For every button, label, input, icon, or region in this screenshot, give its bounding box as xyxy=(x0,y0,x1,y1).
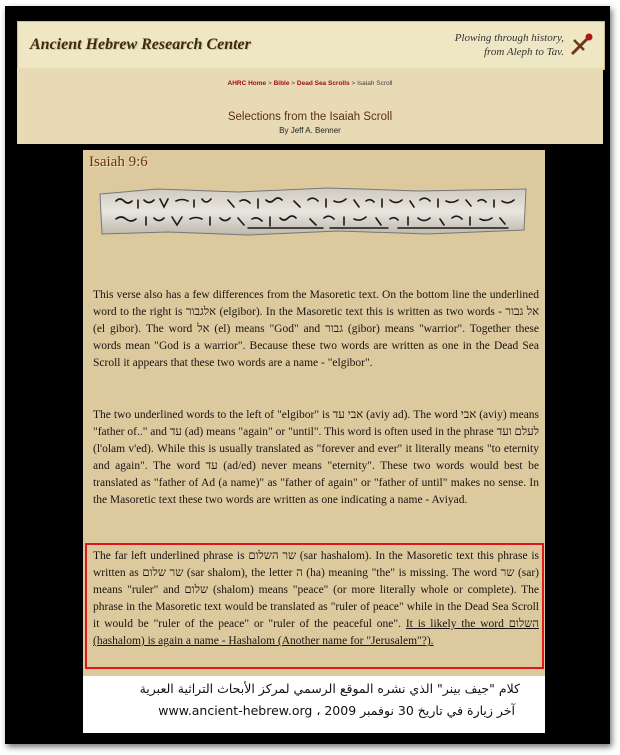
paragraph-elgibor: This verse also has a few differences from the Masoretic text. On the bottom line the underlined word to the right is אלגבור (elgibor). In the Masoretic text this is written as two words - אל גבור (el gibor). The word אל (el) means "God" and גבור (gibor) means "warrior". Together these words mean "God is a warrior". Because these two words are written as one in the Dead Sea Scroll it appears that these two words are a name - "elgibor". xyxy=(93,289,539,369)
breadcrumb-separator: > xyxy=(291,80,297,87)
site-header xyxy=(17,21,605,70)
caption-line-1: كلام "جيف بينر" الذي نشره الموقع الرسمي لمركز الأبحاث التراثية العبرية xyxy=(139,681,520,696)
paragraph-aviy-ad: The two underlined words to the left of "elgibor" is אבי עד (aviy ad). The word אבי (aviy) means "father of.." and עד (ad) means "again" or "until". This word is often used in the phrase לעלם ועד (l'olam v'ed). While this is usually translated as "forever and ever" it literally means "to eternity and again". The word עד (ad/ed) never means "eternity". These two words would best be translated as "father of Ad (a name)" as "father of again" or "father of until" makes no sense. In the Masoretic text these two words are written as one indicating a name - Aviyad. xyxy=(93,409,540,506)
verse-heading: Isaiah 9:6 xyxy=(89,154,148,170)
breadcrumb-separator: > xyxy=(267,80,274,87)
scroll-fragment-image xyxy=(98,186,528,236)
page-title: Selections from the Isaiah Scroll xyxy=(227,111,393,123)
caption-line-2: www.ancient-hebrew.org ، آخر زيارة في تاريخ 30 نوفمبر 2009 xyxy=(158,703,515,718)
red-highlight-box xyxy=(85,543,544,669)
page-byline: By Jeff A. Benner xyxy=(279,126,341,135)
site-tagline xyxy=(455,31,564,59)
page-subheader xyxy=(17,68,603,144)
breadcrumb-separator: > xyxy=(351,80,358,87)
site-logo[interactable]: Ancient Hebrew Research Center xyxy=(30,36,251,53)
arabic-caption xyxy=(83,676,545,733)
tagline-line-2: from Aleph to Tav. xyxy=(483,46,564,58)
breadcrumb-bible[interactable]: Bible xyxy=(273,80,290,87)
plow-icon xyxy=(568,32,594,58)
underlined-hashalom-sentence: It is likely the word השלום (hashalom) is again a name - Hashalom (Another name for "Jerusalem"?). xyxy=(93,618,539,647)
tagline-line-1: Plowing through history, xyxy=(454,32,564,44)
breadcrumb-home[interactable]: AHRC Home xyxy=(227,80,267,87)
breadcrumb-dead-sea-scrolls[interactable]: Dead Sea Scrolls xyxy=(296,80,350,87)
breadcrumb xyxy=(17,80,603,87)
paragraph-sar-hashalom-text: The far left underlined phrase is שר השלום (sar hashalom). In the Masoretic text this phrase is written as שר שלום (sar shalom), the letter ה (ha) meaning "the" is missing. The word שר (sar) means "ruler" and שלום (shalom) means "peace" (or more literally whole or complete). The phrase in the Masoretic text would be translated as "ruler of peace" while in the Dead Sea Scroll it would be "ruler of the peace" or "ruler of the peaceful one". xyxy=(93,550,540,630)
breadcrumb-current: Isaiah Scroll xyxy=(357,80,393,87)
